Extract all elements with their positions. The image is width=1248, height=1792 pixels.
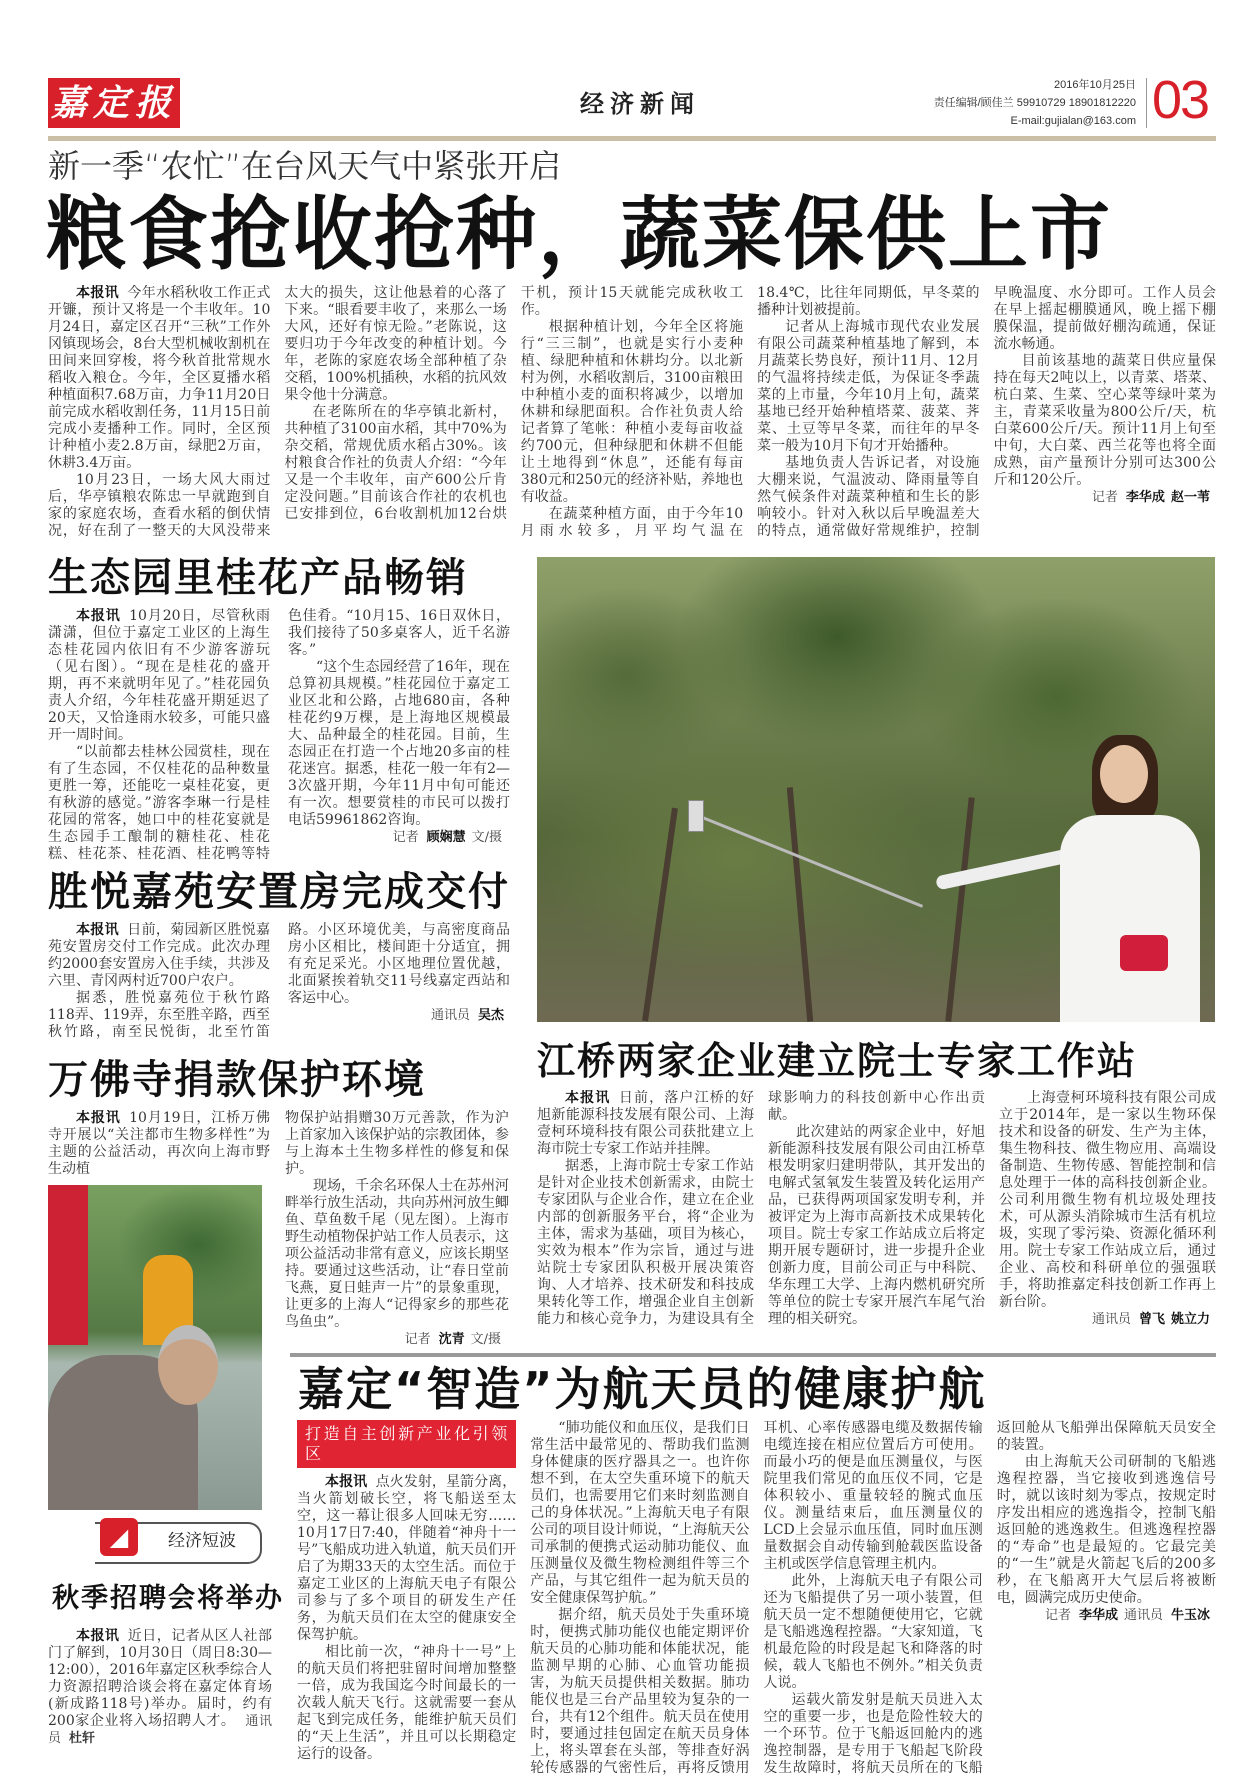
- paragraph: 目前该基地的蔬菜日供应量保持在每天2吨以上，以青菜、塔菜、杭白菜、生菜、空心菜等绿叶菜为主，青菜采收量为800公斤/天，杭白菜600公斤/天。预计11月上旬至中旬，大白菜、西兰花等也将全面成熟，亩产量预计分别可达300公斤和120公斤。: [993, 353, 1216, 488]
- aerospace-headline: 嘉定“智造”为航天员的健康护航: [298, 1362, 987, 1416]
- woman-face: [1100, 745, 1148, 803]
- tree-trunk: [787, 787, 813, 1022]
- paragraph: 在蔬菜种植方面，由于今年10月雨水较多，月平均气温在18.4℃，比往年同期低，早冬菜的播种计划被提前。: [520, 285, 980, 539]
- red-bag: [1120, 935, 1168, 971]
- woman-figure: [1060, 815, 1200, 1022]
- byline-name: 沈青: [438, 1332, 465, 1347]
- byline-credit: 文/摄: [470, 1332, 501, 1347]
- phone: [688, 800, 704, 832]
- byline-name: 李华成: [1125, 490, 1165, 505]
- byline: [994, 489, 1216, 506]
- page-number: 03: [1152, 70, 1209, 130]
- header-rule: [48, 136, 1216, 141]
- paragraph: [297, 1474, 516, 1644]
- issue-meta: [934, 76, 1136, 130]
- paragraph: 根据种植计划，今年全区将施行“三三制”，也就是实行小麦种植、绿肥种植和休耕均分。以北新村为例，水稻收割后，3100亩粮田中种植小麦的面积将减少，以增加休耕和绿肥面积。合作社负责人给记者算了笔帐：种植小麦每亩收益约700元，但种绿肥和休耕不但能让土地得到“休息”，还能有每亩380元和250元的经济补贴，养地也有收益。: [520, 319, 744, 505]
- byline-role: 记者: [392, 830, 419, 845]
- paragraph: 10月23日，一场大风大雨过后，华亭镇粮农陈忠一早就跑到自家的家庭农场，查看水稻的倒伏情况，好在刮了一整天的大风没带来太大的损失，这让他悬着的心落了下来。“眼看要丰收了，来那么一场大风，还好有惊无险。”老陈说，这要归功于今年改变的种植计划。今年，老陈的家庭农场全部种植了杂交稻，100%机插秧，水稻的抗风效果令他十分满意。: [48, 285, 507, 539]
- byline-name: 姚立力: [1170, 1312, 1210, 1327]
- paragraph-text: 点火发射，星箭分离，当火箭划破长空，将飞船送至太空，这一幕让很多人回味无穷……10月17日7:40，伴随着“神舟十一号”飞船成功进入轨道，航天员们开启了为期33天的太空生活。而位于嘉定工业区的上海航天电子有限公司参与了多个项目的研发生产任务，为航天员们在太空的健康安全保驾护航。: [297, 1474, 517, 1643]
- logo-text: 嘉定报: [50, 82, 177, 124]
- paragraph: 由上海航天公司研制的飞船逃逸程控器，当它接收到逃逸信号时，就以该时刻为零点，按规定时序发出相应的逃逸指令，控制飞船返回舱的逃逸救生。但逃逸程控器的“寿命”也是最短的。它最完美的“一生”就是火箭起飞后的200多秒，在飞船离开大气层后将被断电，圆满完成历史使命。: [996, 1454, 1216, 1606]
- rss-icon: ◢: [100, 1518, 138, 1556]
- byline-name: 牛玉冰: [1170, 1608, 1210, 1623]
- paragraph: 相比前一次，“神舟十一号”上的航天员们将把驻留时间增加整整一倍，成为我国迄今时间最长的一次载人航天飞行。这就需要一套从起飞到完成任务，能维护航天员们的“天上生活”，并且可以长期稳定运行的设备。: [297, 1644, 517, 1762]
- byline-name: 吴杰: [477, 1008, 504, 1023]
- housing-headline: 胜悦嘉苑安置房完成交付: [48, 869, 510, 915]
- byline-credit: 文/摄: [471, 830, 502, 845]
- temple-story-col1: [48, 1110, 270, 1180]
- byline-name: 李华成: [1078, 1608, 1118, 1623]
- dateline: 本报讯: [76, 922, 119, 938]
- byline-role: 通讯员: [48, 1714, 272, 1746]
- paragraph: 此外，上海航天电子有限公司还为飞船提供了另一项小装置，但航天员一定不想随便使用它，它就是飞船逃逸程控器。“大家知道，飞机最危险的时段是起飞和降落的时候，载人飞船也不例外。”相关负责人说。: [763, 1573, 983, 1691]
- academician-headline: 江桥两家企业建立院士专家工作站: [537, 1039, 1138, 1083]
- paragraph-text: 今年水稻秋收工作正式开镰，预计又将是一个丰收年。10月24日，嘉定区召开“三秋”工作外冈镇现场会，8台大型机械收割机在田间来回穿梭，将今秋首批常规水稻收入粮仓。今年，全区夏播水稻种植面积7.68万亩，力争11月20日前完成水稻收割任务，11月15日前完成小麦播种工作。同时，全区预计种植小麦2.8万亩，绿肥2万亩，休耕3.4万亩。: [48, 285, 271, 471]
- brief-column-label: 经济短波: [168, 1531, 236, 1551]
- paragraph: [48, 922, 270, 990]
- dateline: 本报讯: [565, 1090, 611, 1106]
- lead-kicker: 新一季“农忙”在台风天气中紧张开启: [48, 147, 562, 185]
- aerospace-story-body: [297, 1420, 1216, 1788]
- paragraph: 基地负责人告诉记者，对设施大棚来说，气温波动、降雨量等自然气候条件对蔬菜种植和生长的影响较小。针对入秋以后早晚温差大的特点，通常做好常规维护，控制早晚温度、水分即可。工作人员会在早上摇起棚膜通风，晚上摇下棚膜保温，提前做好棚沟疏通，保证流水畅通。: [757, 285, 1216, 539]
- paragraph: [537, 1090, 754, 1158]
- byline-name: 杜轩: [69, 1731, 96, 1746]
- divider: [1146, 78, 1147, 128]
- paragraph: 据悉，胜悦嘉苑位于秋竹路118弄、119弄，东至胜辛路，西至秋竹路，南至民悦街，北至竹笛路。小区环境优美，与高密度商品房小区相比，楼间距十分适宜，拥有充足采光。小区地理位置优越，北面紧挨着轨交11号线嘉定西站和客运中心。: [48, 922, 510, 1040]
- paragraph: 此次建站的两家企业中，好旭新能源科技发展有限公司由江桥草根发明家归建明带队，其开发出的电解式氢氧发生装置及转化运用产品，已获得两项国家发明专利，并被评定为上海市高新技术成果转化项目。院士专家工作站成立后将定期开展专题研讨，进一步提升企业创新力度，目前公司正与中科院、华东理工大学、上海内燃机研究所等单位的院士专家开展汽车尾气治理的相关研究。: [768, 1124, 985, 1327]
- housing-story-body: [48, 922, 510, 1050]
- man-head: [158, 1325, 218, 1405]
- temple-headline: 万佛寺捐款保护环境: [48, 1057, 426, 1103]
- paragraph: [48, 1110, 270, 1178]
- byline-role: 记者: [1091, 490, 1118, 505]
- paragraph: 据悉，上海市院士专家工作站是针对企业技术创新需求，由院士专家团队与企业合作，建立在企业内部的创新服务平台，将“企业为主体，需求为基础，项目为核心，实效为根本”作为宗旨，通过与进站院士专家团队积极开展决策咨询、人才培养、技术研发和科技成果转化等工作，增强企业自主创新能力和核心竞争力，为建设具有全球影响力的科技创新中心作出贡献。: [537, 1090, 985, 1327]
- dateline: 本报讯: [76, 285, 119, 301]
- lead-headline: 粮食抢收抢种，蔬菜保供上市: [46, 188, 1112, 281]
- osmanthus-story-body: [48, 608, 510, 864]
- temple-story-col2: [285, 1110, 509, 1348]
- paragraph: [48, 285, 270, 472]
- dateline: 本报讯: [76, 1110, 121, 1126]
- paragraph-text: 日前，菊园新区胜悦嘉苑安置房交付工作完成。此次办理约2000套安置房入住手续，共涉及六里、青冈两村近700户农户。: [48, 922, 271, 989]
- osmanthus-headline: 生态园里桂花产品畅销: [48, 555, 468, 601]
- byline-role: 记者: [404, 1332, 431, 1347]
- byline: [285, 1331, 509, 1348]
- byline: [999, 1311, 1216, 1328]
- paragraph: “这个生态园经营了16年，现在总算初具规模。”桂花园位于嘉定工业区北和公路，占地680亩，各种桂花约9万棵，是上海地区规模最大、品种最全的桂花园。目前，生态园正在打造一个占地20多亩的桂花迷宫。据悉，桂花一般一年有2—3次盛开期，今年11月中旬可能还有一次。想要赏桂的市民可以拨打电话59961862咨询。: [288, 659, 510, 828]
- byline-role: 通讯员: [1123, 1608, 1163, 1623]
- dateline: 本报讯: [325, 1474, 368, 1490]
- brief-headline: 秋季招聘会将举办: [52, 1583, 284, 1614]
- issue-date: 2016年10月25日: [1054, 79, 1136, 91]
- byline-name: 顾娴慧: [426, 830, 466, 845]
- paragraph: “以前都去桂林公园赏桂，现在有了生态园，不仅桂花的品种数量更胜一筹，还能吃一桌桂花宴，更有秋游的感觉。”游客李琳一行是桂花园的常客，她口中的桂花宴就是生态园手工酿制的糖桂花、桂花糕、桂花茶、桂花酒、桂花鸭等特色佳肴。“10月15、16日双休日，我们接待了50多桌客人，近千名游客。”: [48, 608, 510, 862]
- red-banner: [48, 1185, 88, 1345]
- paragraph: “肺功能仪和血压仪，是我们日常生活中最常见的、帮助我们监测身体健康的医疗器具之一。也许你想不到，在太空失重环境下的航天员们，也需要用它们来时刻监测自己的身体状况。”上海航天电子有限公司的项目设计师说，“上海航天公司承制的便携式运动肺功能仪、血压测量仪及微生物检测组件等三个产品，与其它组件一起为航天员的安全健康保驾护航。”: [530, 1420, 750, 1606]
- editor-email: E-mail:gujialan@163.com: [1010, 115, 1136, 127]
- paragraph-text: 10月20日，尽管秋雨潇潇，但位于嘉定工业区的上海生态桂花园内依旧有不少游客游玩（见右图）。“现在是桂花的盛开期，再不来就明年见了。”桂花园负责人介绍，今年桂花盛开期延迟了20天，又恰逢雨水较多，可能只盛开一周时间。: [48, 608, 270, 743]
- section-title: 经济新闻: [580, 90, 700, 118]
- paragraph: 物保护站捐赠30万元善款，作为沪上首家加入该保护站的宗教团体，参与上海本土生物多样性的修复和保护。: [285, 1110, 509, 1177]
- tree-trunk: [945, 797, 974, 1021]
- dateline: 本报讯: [76, 1628, 120, 1644]
- paragraph-text: 近日，记者从区人社部门了解到，10月30日（周日8:30—12:00），2016年嘉定区秋季综合人力资源招聘洽谈会将在嘉定体育场(新成路118号)举办。届时，约有200家企业将入场招聘人才。: [48, 1628, 272, 1729]
- byline: [288, 1007, 510, 1024]
- byline-role: 通讯员: [430, 1008, 470, 1023]
- academician-story-body: [537, 1090, 1216, 1346]
- editor-info: 责任编辑/顾佳兰 59910729 18901812220: [933, 97, 1136, 109]
- paragraph: 运载火箭发射是航天员进入太空的重要一步，也是危险性较大的一个环节。位于飞船返回舱内的逃逸控制器，是专用于飞船起飞阶段发生故障时，将航天员所在的飞船返回舱从飞船弹出保障航天员安全的装置。: [763, 1420, 1216, 1776]
- brief-body: [48, 1628, 272, 1788]
- fish-release-photo: [48, 1185, 262, 1510]
- paragraph-text: 10月19日，江桥万佛寺开展以“关注都市生物多样性”为主题的公益活动，再次向上海市野生动植: [48, 1110, 270, 1177]
- paragraph: 上海壹柯环境科技有限公司成立于2014年，是一家以生物环保技术和设备的研发、生产为主体，集生物科技、微生物应用、高端设备制造、生物传感、智能控制和信息处理于一体的高科技创新企业。公司利用微生物有机垃圾处理技术，可从源头消除城市生活有机垃圾，实现了零污染、资源化循环利用。院士专家工作站成立后，通过企业、高校和科研单位的强强联手，将助推嘉定科技创新工作再上新台阶。: [999, 1090, 1216, 1310]
- byline: [997, 1607, 1216, 1624]
- paragraph: 在老陈所在的华亭镇北新村，共种植了3100亩水稻，其中70%为杂交稻，常规优质水稻占30%。该村粮食合作社的负责人介绍：“今年又是一个丰收年，亩产600公斤肯定没问题。”目前该合作社的农机也已安排到位，6台收割机加12台烘干机，预计15天就能完成秋收工作。: [284, 285, 744, 522]
- section-divider: [290, 1353, 1216, 1357]
- paragraph: 现场，千余名环保人士在苏州河畔举行放生活动，共向苏州河放生鲫鱼、草鱼数千尾（见左图）。上海市野生动植物保护站工作人员表示，这项公益活动非常有意义，应该长期坚持。要通过这些活动，让“春日堂前飞燕，夏日蛙声一片”的景象重现，让更多的上海人“记得家乡的那些花鸟鱼虫”。: [285, 1178, 509, 1330]
- tree-trunk: [642, 808, 678, 1022]
- paragraph: [48, 1628, 272, 1747]
- dateline: 本报讯: [76, 608, 121, 624]
- byline-name: 曾飞: [1138, 1312, 1165, 1327]
- byline-name: 赵一苇: [1170, 490, 1210, 505]
- paragraph: 记者从上海城市现代农业发展有限公司蔬菜种植基地了解到，本月蔬菜长势良好，预计11月、12月的气温将持续走低，为保证冬季蔬菜的上市量，今年10月上旬，蔬菜基地已经开始种植塔菜、菠菜、荠菜、土豆等早冬菜，而往年的早冬菜一般为10月下旬才开始播种。: [757, 319, 980, 454]
- byline: [288, 829, 510, 846]
- paragraph: 据介绍，航天员处于失重环境时，便携式肺功能仪也能定期评价航天员的心肺功能和体能状况，能监测早期的心肺、心血管功能损害，为航天员提供相关数据。肺功能仪也是三台产品里较为复杂的一台，共有12个组件。航天员在使用时，要通过挂包固定在航天员身体上，将头罩套在头部，等排查好涡轮传感器的气密性后，再将反馈用耳机、心率传感器电缆及数据传输电缆连接在相应位置后方可使用。而最小巧的便是血压测量仪，与医院里我们常见的血压仪不同，它是体积较小、重量较轻的腕式血压仪。测量结束后，血压测量仪的LCD上会显示血压值，同时血压测量数据会自动传输到舱载医监设备主机或医学信息管理主机内。: [530, 1420, 983, 1776]
- lead-story-body: [48, 285, 1216, 542]
- newspaper-logo: [48, 78, 180, 128]
- byline-role: 记者: [1044, 1608, 1071, 1623]
- paragraph: [48, 608, 270, 744]
- byline-role: 通讯员: [1091, 1312, 1131, 1327]
- paragraph-text: 日前，落户江桥的好旭新能源科技发展有限公司、上海壹柯环境科技有限公司获批建立上海市院士专家工作站并挂牌。: [537, 1090, 755, 1157]
- subsection-banner: 打造自主创新产业化引领区: [297, 1420, 516, 1468]
